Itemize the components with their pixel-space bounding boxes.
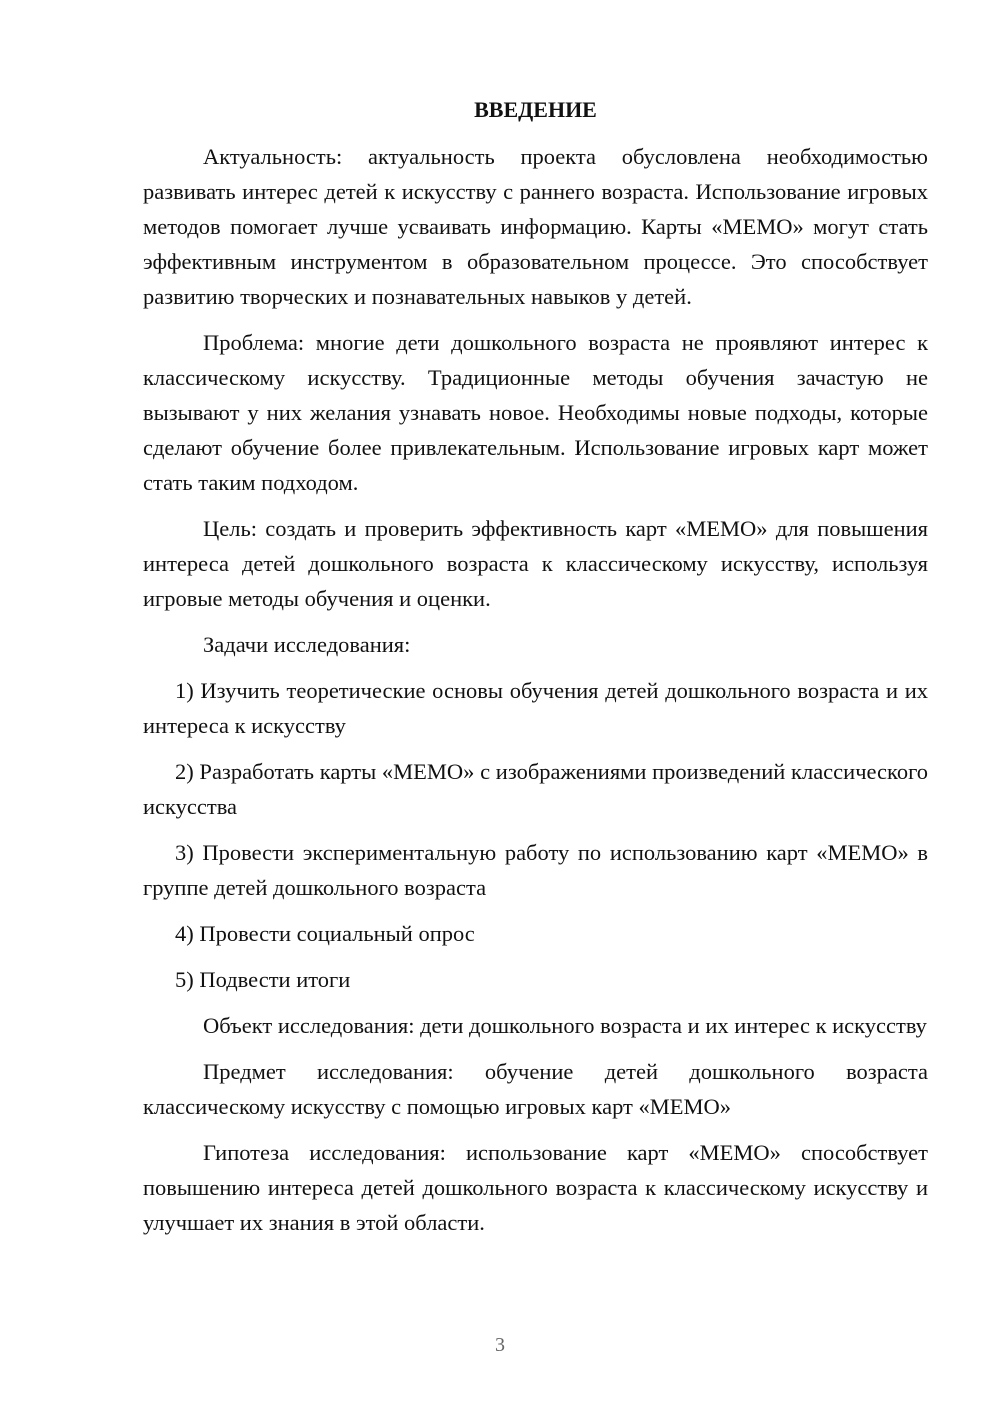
relevance-paragraph: Актуальность: актуальность проекта обусловлена необходимостью развивать интерес детей к искусству с раннего возраста. Использование игровых методов помогает лучше усваивать информацию. Карты «МЕМО» могут стать эффективным инструментом в образовательном процессе. Это способствует развитию творческих и познавательных навыков у детей. — [143, 144, 928, 309]
object-paragraph: Объект исследования: дети дошкольного возраста и их интерес к искусству — [203, 1013, 927, 1038]
task-item-5: 5) Подвести итоги — [175, 967, 351, 992]
problem-paragraph: Проблема: многие дети дошкольного возраста не проявляют интерес к классическому искусству. Традиционные методы обучения зачастую не вызывают у них желания узнавать новое. Необходимы новые подходы, которые сделают обучение более привлекательным. Использование игровых карт может стать таким подходом. — [143, 330, 928, 495]
task-item-1: 1) Изучить теоретические основы обучения детей дошкольного возраста и их интереса к искусству — [143, 678, 928, 738]
task-item-3: 3) Провести экспериментальную работу по использованию карт «МЕМО» в группе детей дошкольного возраста — [143, 840, 928, 900]
page-number: 3 — [495, 1334, 505, 1356]
tasks-heading: Задачи исследования: — [203, 632, 411, 657]
section-title: ВВЕДЕНИЕ — [474, 97, 597, 122]
task-item-4: 4) Провести социальный опрос — [175, 921, 475, 946]
hypothesis-paragraph: Гипотеза исследования: использование карт «МЕМО» способствует повышению интереса детей дошкольного возраста к классическому искусству и улучшает их знания в этой области. — [143, 1140, 928, 1235]
task-item-2: 2) Разработать карты «МЕМО» с изображениями произведений классического искусства — [143, 759, 928, 819]
document-page — [143, 95, 928, 1251]
subject-paragraph: Предмет исследования: обучение детей дошкольного возраста классическому искусству с помощью игровых карт «МЕМО» — [143, 1059, 928, 1119]
tasks-list — [143, 673, 928, 997]
goal-paragraph: Цель: создать и проверить эффективность карт «МЕМО» для повышения интереса детей дошкольного возраста к классическому искусству, используя игровые методы обучения и оценки. — [143, 516, 928, 611]
